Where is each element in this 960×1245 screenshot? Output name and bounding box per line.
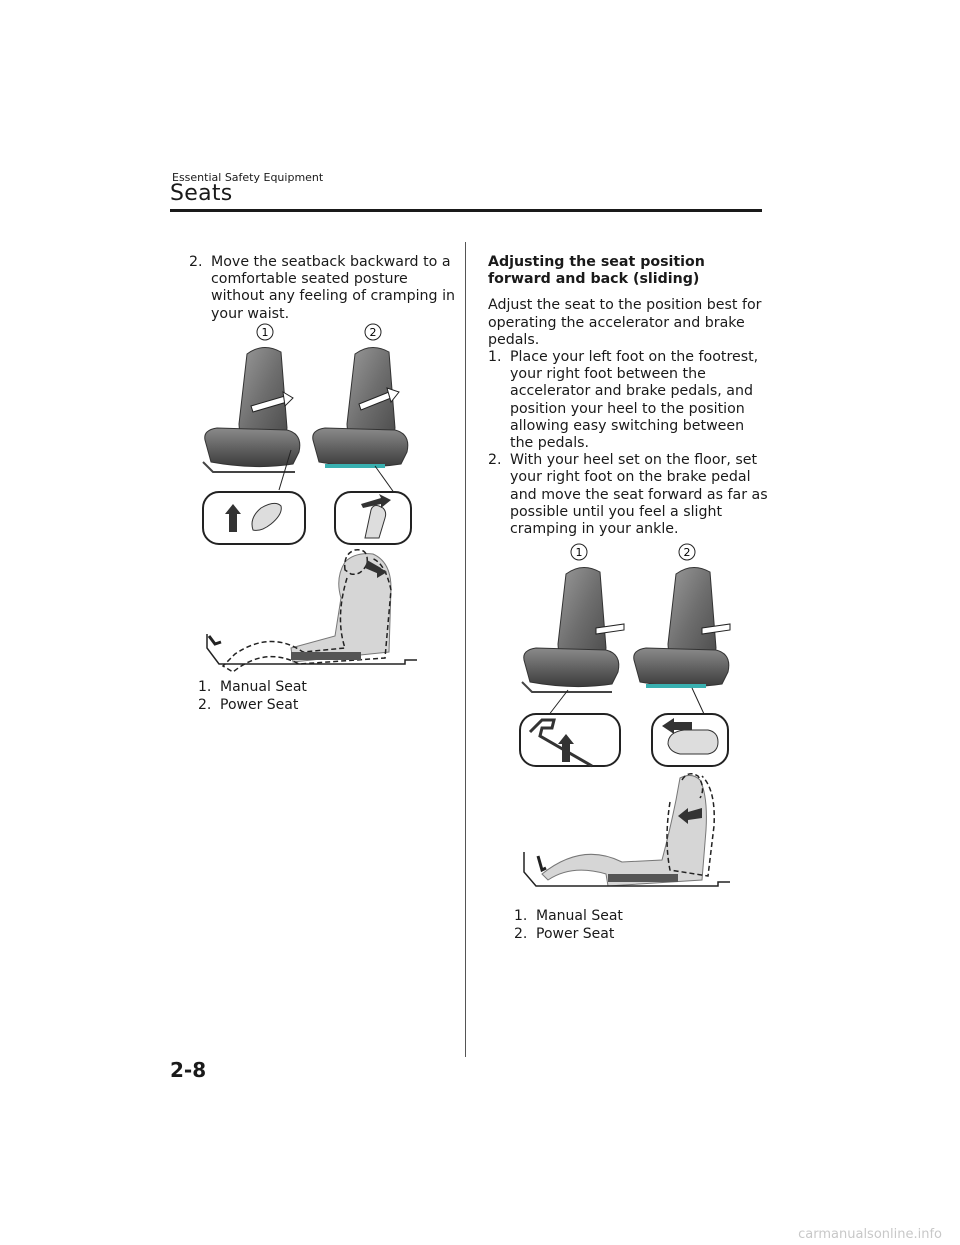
intro-paragraph: Adjust the seat to the position best for operating the accelerator and brake pedals. [488,297,762,348]
svg-text:2: 2 [369,326,377,339]
caption-number: 2. [198,696,212,713]
caption-text: Power Seat [220,696,299,713]
seatback-recline-figure [195,318,425,680]
column-divider [465,242,466,1057]
caption-text: Manual Seat [220,679,307,695]
manual-seat-illustration [203,347,300,472]
page-title: Seats [170,181,233,206]
manual-bar-callout [520,714,620,766]
caption-number: 1. [514,908,528,924]
svg-text:2: 2 [683,546,691,559]
right-column [488,254,770,538]
figure-marker-2 [365,324,381,340]
caption-item [198,697,307,715]
step-2-slide-seat [488,452,770,538]
power-seat-illustration [634,567,730,688]
caption-text: Power Seat [536,925,615,942]
svg-text:1: 1 [575,546,583,559]
driver-posture-illustration [524,774,730,886]
step-number: 1. [488,349,502,366]
seat-slide-figure [512,540,737,902]
power-seat-illustration [313,347,408,468]
figure-marker-1 [257,324,273,340]
step-text: With your heel set on the floor, set your right foot on the brake pedal and move the seat forward as far as possible until you feel a slight cramping in your ankle. [510,452,768,538]
step-text: Move the seatback backward to a comfortable seated posture without any feeling of cramping in your waist. [211,254,456,322]
driver-posture-illustration [207,550,417,672]
manual-seat-illustration [522,567,624,692]
section-label: Essential Safety Equipment [172,171,324,184]
caption-item [514,908,623,926]
section-heading: Adjusting the seat position forward and back (sliding) [488,254,705,288]
page-number: 2-8 [170,1058,207,1082]
svg-text:1: 1 [261,326,269,339]
left-figure-captions [198,679,307,714]
left-column [189,254,457,323]
power-switch-callout [335,492,411,544]
manual-lever-callout [203,492,305,544]
right-figure-captions [514,908,623,943]
power-switch-callout [652,714,728,766]
watermark: carmanualsonline.info [798,1227,942,1242]
figure-marker-2 [679,544,695,560]
caption-item [514,926,623,944]
header-rule [170,209,762,212]
step-number: 2. [189,254,203,270]
step-text: Place your left foot on the footrest, your right foot between the accelerator and brake pedals, and position your heel to the position allowing easy switching between the pedals. [510,349,759,452]
caption-number: 2. [514,925,528,942]
step-2-seatback [189,254,457,323]
caption-number: 1. [198,679,212,695]
caption-item [198,679,307,697]
figure-marker-1 [571,544,587,560]
step-1-foot-position [488,349,770,452]
step-number: 2. [488,452,502,469]
caption-text: Manual Seat [536,908,623,924]
